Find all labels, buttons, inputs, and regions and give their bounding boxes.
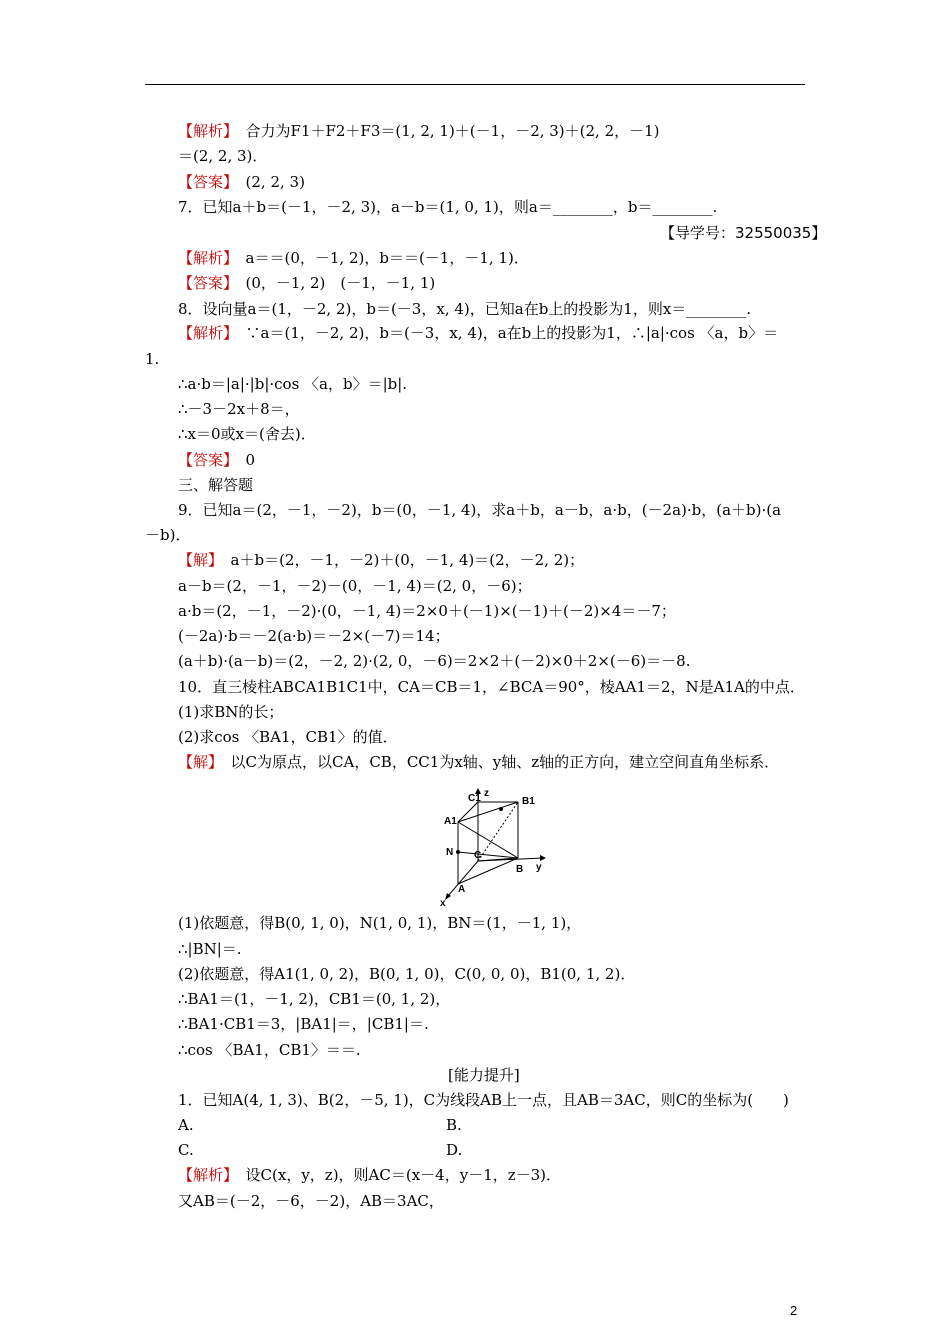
q9-solution-3: a·b＝(2，－1，－2)·(0，－1, 4)＝2×0＋(－1)×(－1)＋(－2)×4＝－7； bbox=[178, 602, 676, 620]
q10-step-1: (1)依题意，得B(0, 1, 0)，N(1, 0, 1)，BN＝(1，－1, 1)， bbox=[178, 914, 582, 932]
question-10: 10．直三棱柱ABCA1B1C1中，CA＝CB＝1，∠BCA＝90°，棱AA1＝2，N是A1A的中点． bbox=[178, 678, 805, 696]
text: ∵a＝(1，－2, 2)，b＝(－3，x, 4)，a在b上的投影为1，∴|a|·cos 〈a，b〉＝ bbox=[245, 324, 779, 342]
practice-1-analysis bbox=[178, 1165, 561, 1185]
q8-analysis bbox=[178, 323, 778, 343]
text: (0，－1, 2) (－1，－1, 1) bbox=[245, 274, 436, 292]
text: 合力为F1＋F2＋F3＝(1, 2, 1)＋(－1，－2, 3)＋(2, 2，－1) bbox=[245, 122, 660, 140]
section-heading: 三、解答题 bbox=[178, 476, 254, 494]
label-A: A bbox=[458, 884, 466, 895]
label-B1: B1 bbox=[522, 796, 535, 807]
q7-analysis bbox=[178, 248, 529, 268]
q8-line-4: ∴－3－2x＋8＝， bbox=[178, 400, 300, 418]
tag-daan: 【答案】 bbox=[178, 173, 231, 191]
q10-step-6: ∴cos 〈BA1，CB1〉＝＝. bbox=[178, 1041, 361, 1059]
text: (2, 2, 3) bbox=[245, 173, 305, 191]
label-C1: C1 bbox=[468, 793, 481, 804]
tag-jiexi: 【解析】 bbox=[178, 324, 231, 342]
q9-solution-4: (－2a)·b＝－2(a·b)＝－2×(－7)＝14； bbox=[178, 627, 450, 645]
label-z: z bbox=[484, 788, 489, 799]
prism-figure bbox=[438, 786, 558, 908]
label-N: N bbox=[446, 847, 454, 858]
tag-jiexi: 【解析】 bbox=[178, 249, 231, 267]
label-C: C bbox=[474, 850, 482, 861]
tag-daan: 【答案】 bbox=[178, 274, 231, 292]
text: a＝＝(0，－1, 2)，b＝＝(－1，－1, 1)． bbox=[245, 249, 529, 267]
line-2: ＝(2, 2, 3)． bbox=[178, 147, 268, 165]
option-b: B. bbox=[446, 1116, 462, 1134]
practice-1-line-2: 又AB＝(－2，－6，－2)，AB＝3AC， bbox=[178, 1192, 444, 1210]
option-d: D. bbox=[446, 1141, 463, 1159]
practice-1: 1．已知A(4, 1, 3)、B(2，－5, 1)，C为线段AB上一点，且AB＝3AC，则C的坐标为( ) bbox=[178, 1091, 789, 1109]
text: 0 bbox=[245, 451, 256, 469]
ability-heading: [能力提升] bbox=[448, 1066, 520, 1084]
label-x: x bbox=[440, 898, 446, 908]
q10-part-2: (2)求cos 〈BA1，CB1〉的值． bbox=[178, 728, 398, 746]
tag-jie: 【解】 bbox=[178, 551, 216, 569]
page-number: 2 bbox=[790, 1303, 798, 1318]
line-1 bbox=[178, 121, 660, 141]
q8-answer bbox=[178, 450, 255, 470]
q10-solution bbox=[178, 752, 779, 772]
text: 以C为原点，以CA，CB，CC1为x轴、y轴、z轴的正方向，建立空间直角坐标系． bbox=[230, 753, 780, 771]
q10-step-2: ∴|BN|＝. bbox=[178, 940, 242, 958]
guide-number: 【导学号：32550035】 bbox=[660, 224, 827, 242]
q10-step-3: (2)依题意，得A1(1, 0, 2)，B(0, 1, 0)，C(0, 0, 0)，B1(0, 1, 2)． bbox=[178, 965, 636, 983]
q9-solution-1 bbox=[178, 550, 584, 570]
q10-part-1: (1)求BN的长； bbox=[178, 703, 284, 721]
q8-line-3: ∴a·b＝|a|·|b|·cos 〈a，b〉＝|b|. bbox=[178, 375, 408, 393]
q10-step-4: ∴BA1＝(1，－1, 2)，CB1＝(0, 1, 2)， bbox=[178, 990, 451, 1008]
q8-line-5: ∴x＝0或x＝(舍去)． bbox=[178, 425, 316, 443]
question-7: 7．已知a＋b＝(－1，－2, 3)，a－b＝(1, 0, 1)，则a＝________，b＝________. bbox=[178, 198, 718, 216]
tag-daan: 【答案】 bbox=[178, 451, 231, 469]
q7-answer bbox=[178, 273, 435, 293]
text: a＋b＝(2，－1，－2)＋(0，－1, 4)＝(2，－2, 2)； bbox=[230, 551, 585, 569]
option-c: C. bbox=[178, 1141, 194, 1159]
label-B: B bbox=[516, 864, 524, 875]
q8-line-2: 1. bbox=[145, 350, 160, 368]
q9-line-2: －b)． bbox=[145, 526, 191, 544]
tag-jie: 【解】 bbox=[178, 753, 216, 771]
q10-step-5: ∴BA1·CB1＝3，|BA1|＝，|CB1|＝. bbox=[178, 1015, 429, 1033]
q9-solution-5: (a＋b)·(a－b)＝(2，－2, 2)·(2, 0，－6)＝2×2＋(－2)×0＋2×(－6)＝－8. bbox=[178, 652, 691, 670]
text: 设C(x，y，z)，则AC＝(x－4，y－1，z－3)． bbox=[245, 1166, 562, 1184]
line-3 bbox=[178, 172, 305, 192]
header-rule bbox=[145, 84, 805, 85]
label-y: y bbox=[536, 862, 542, 873]
label-A1: A1 bbox=[444, 816, 457, 827]
question-9: 9．已知a＝(2，－1，－2)，b＝(0，－1, 4)，求a＋b，a－b，a·b，(－2a)·b，(a＋b)·(a bbox=[178, 501, 782, 519]
tag-jiexi: 【解析】 bbox=[178, 122, 231, 140]
question-8: 8．设向量a＝(1，－2, 2)，b＝(－3，x, 4)，已知a在b上的投影为1，则x＝________. bbox=[178, 300, 752, 318]
tag-jiexi: 【解析】 bbox=[178, 1166, 231, 1184]
q9-solution-2: a－b＝(2，－1，－2)－(0，－1, 4)＝(2, 0，－6)； bbox=[178, 577, 532, 595]
option-a: A. bbox=[178, 1116, 194, 1134]
